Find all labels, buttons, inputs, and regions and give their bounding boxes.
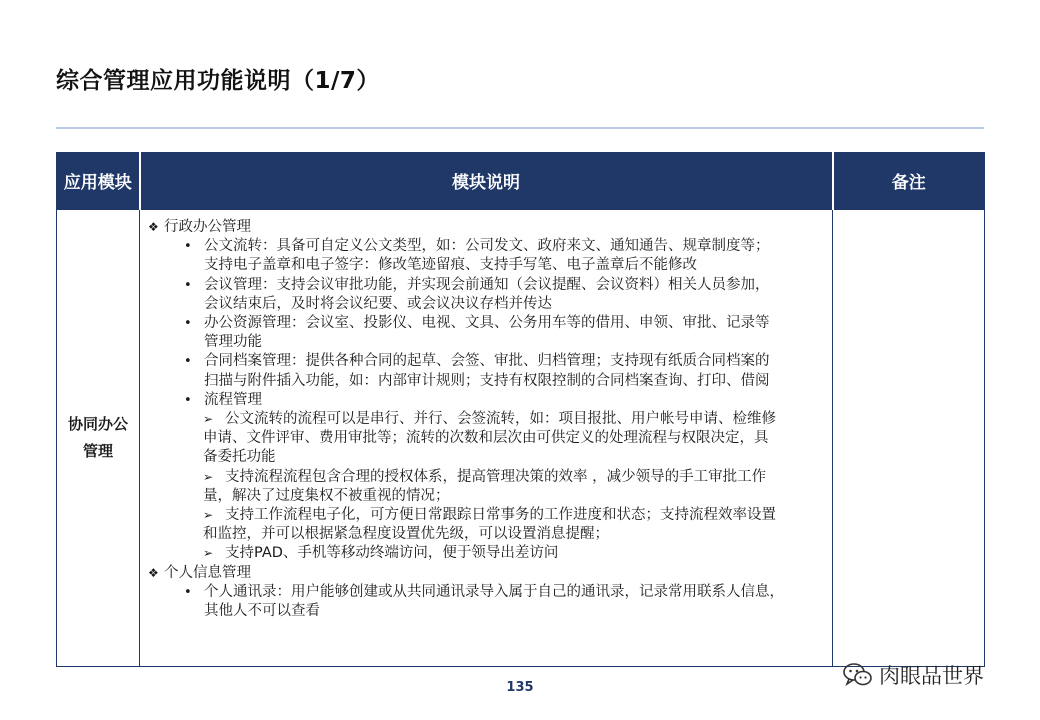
dot-bullet-icon: • [184,239,192,255]
list-item: • 会议管理：支持会议审批功能，并实现会前通知（会议提醒、会议资料）相关人员参加， 会议结束后，及时将会议纪要、或会议决议存档并传达 [184,276,770,312]
dot-bullet-icon: • [184,584,192,600]
list-item: • 个人通讯录：用户能够创建或从共同通讯录导入属于自己的通讯录，记录常用联系人信息， 其他人不可以查看 [184,583,784,620]
sub-list-item: ➢ 支持PAD、手机等移动终端访问，便于领导出差访问 [148,544,826,563]
list-item: • 流程管理 [148,391,826,410]
watermark-text: 肉眼品世界 [879,664,984,688]
page-title: 综合管理应用功能说明（1/7） [56,68,380,94]
description-cell [140,209,833,666]
table-row [57,209,985,666]
sub-list-item: ➢ 公文流转的流程可以是串行、并行、会签流转，如：项目报批、用户帐号申请、检维修 申请、文件评审、费用审批等；流转的次数和层次由可供定义的处理流程与权限决定，具 备委托功能 [203,411,776,466]
description-content [148,218,826,621]
header-remarks: 备注 [833,153,985,210]
diamond-bullet-icon: ❖ [148,220,159,234]
page-number: 135 [506,680,534,695]
dot-bullet-icon: • [184,354,192,370]
sub-list-item: ➢ 支持工作流程电子化，可方便日常跟踪日常事务的工作进度和状态；支持流程效率设置 和监控，并可以根据紧急程度设置优先级，可以设置消息提醒； [203,507,776,543]
arrow-bullet-icon: ➢ [203,508,214,523]
list-item: • 办公资源管理：会议室、投影仪、电视、文具、公务用车等的借用、申领、审批、记录等 管理功能 [184,315,770,351]
header-module: 应用模块 [57,153,140,210]
sub-list-item: ➢ 支持流程流程包含合理的授权体系，提高管理决策的效率 ，减少领导的手工审批工作 量，解决了过度集权不被重视的情况； [203,468,767,504]
dot-bullet-icon: • [184,316,192,332]
section-heading: ❖ 个人信息管理 [148,564,826,583]
arrow-bullet-icon: ➢ [203,546,214,561]
arrow-bullet-icon: ➢ [203,469,214,484]
header-description: 模块说明 [140,153,833,210]
dot-bullet-icon: • [184,392,192,408]
module-name-line: 协同办公 [67,414,128,433]
module-name-cell [57,209,140,666]
table-header-row [57,153,985,210]
title-divider [56,127,984,129]
wechat-icon [843,662,873,688]
diamond-bullet-icon: ❖ [148,565,159,580]
arrow-bullet-icon: ➢ [203,412,214,427]
module-name-line: 管理 [82,441,113,460]
list-item: • 合同档案管理：提供各种合同的起草、会签、审批、归档管理；支持现有纸质合同档案的 扫描与附件插入功能，如：内部审计规则；支持有权限控制的合同档案查询、打印、借阅 [184,353,770,389]
watermark [843,660,984,690]
section-heading: ❖ 行政办公管理 [148,218,826,237]
remarks-cell [833,209,985,666]
list-item: • 公文流转：具备可自定义公文类型，如：公司发文、政府来文、通知通告、规章制度等； 支持电子盖章和电子签字：修改笔迹留痕、支持手写笔、电子盖章后不能修改 [184,238,770,274]
function-table [56,152,985,667]
dot-bullet-icon: • [184,277,192,293]
